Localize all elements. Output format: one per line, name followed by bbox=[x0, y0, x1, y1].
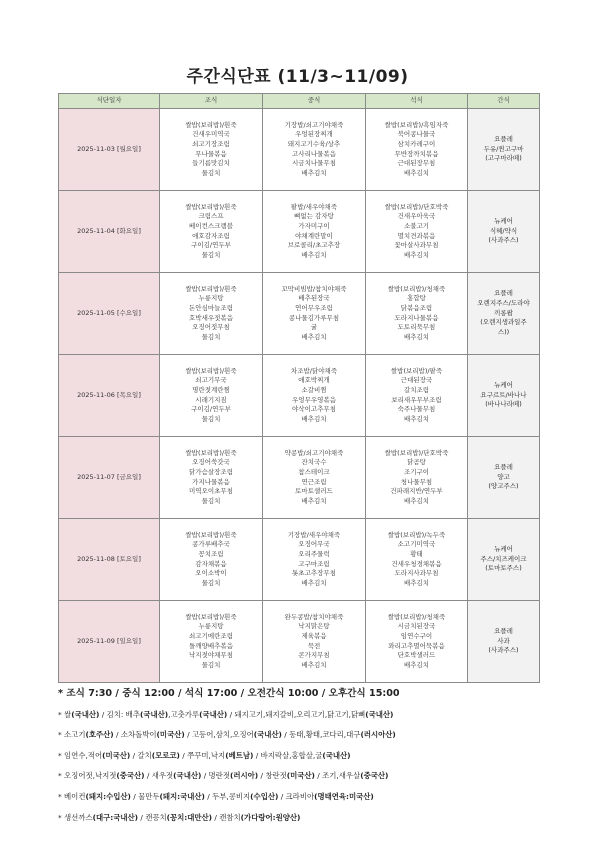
origin-country: (국내산) bbox=[322, 750, 351, 760]
date-cell: 2025-11-03 [월요일] bbox=[59, 109, 160, 191]
menu-item: 닭곰탕 bbox=[407, 458, 426, 467]
menu-item: 콘가지무침 bbox=[298, 651, 330, 660]
menu-item: 베이컨스크램블 bbox=[189, 221, 233, 230]
table-header-row bbox=[59, 94, 540, 109]
origin-country: (국내산) bbox=[139, 709, 169, 719]
menu-item: 꼬막비빔밥/참치야채죽 bbox=[281, 284, 347, 293]
menu-item: 콩가루배추국 bbox=[192, 540, 230, 549]
menu-item: 무나물볶음 bbox=[195, 149, 227, 158]
snack-cell bbox=[468, 109, 540, 191]
menu-item: 가자미구이 bbox=[298, 221, 330, 230]
menu-item: 주스/치즈케이크 bbox=[480, 554, 527, 563]
menu-item: 배추김치 bbox=[403, 250, 430, 259]
date-cell: 2025-11-07 [금요일] bbox=[59, 437, 160, 519]
breakfast-cell bbox=[160, 601, 263, 683]
menu-item: 보리새우무부조림 bbox=[391, 395, 442, 404]
date-cell: 2025-11-09 [일요일] bbox=[59, 601, 160, 683]
menu-item: (오렌지생과일주 bbox=[480, 318, 527, 327]
column-header-breakfast: 조식 bbox=[160, 94, 263, 109]
origin-country: (대구:국내산) bbox=[92, 812, 139, 822]
date-cell: 2025-11-05 [수요일] bbox=[59, 273, 160, 355]
menu-item: 뉴케어 bbox=[494, 217, 513, 226]
menu-item: 물김치 bbox=[201, 168, 221, 177]
menu-item: 고구마조림 bbox=[298, 559, 330, 568]
menu-item: 쇠고기무국 bbox=[195, 376, 227, 385]
menu-item: 숙주나물무침 bbox=[397, 405, 436, 414]
menu-item: 조기구이 bbox=[403, 467, 430, 476]
menu-item: 요플레 bbox=[494, 135, 513, 144]
breakfast-cell bbox=[160, 519, 263, 601]
menu-item: 물김치 bbox=[201, 332, 221, 341]
menu-item: 쇠고기메란조림 bbox=[189, 631, 233, 640]
menu-item: 우엉무우영볶음 bbox=[292, 395, 336, 404]
menu-item: 요플레 bbox=[494, 289, 513, 298]
menu-item: 건새우아욱국 bbox=[397, 212, 436, 221]
menu-item: 연어무우조림 bbox=[295, 303, 333, 312]
menu-item: 쌀밥(보리밥)/흑임자죽 bbox=[384, 120, 449, 129]
menu-item: 배추김치 bbox=[301, 250, 327, 259]
menu-item: (사과주스) bbox=[488, 236, 519, 245]
origin-country: (명태연육:미국산) bbox=[314, 791, 374, 801]
table-row bbox=[59, 191, 540, 273]
breakfast-cell bbox=[160, 437, 263, 519]
menu-item: 근대된장국 bbox=[400, 376, 433, 385]
menu-item: 배추김치 bbox=[301, 660, 327, 669]
menu-item: 쌀밥(보리밥)/흰죽 bbox=[185, 448, 237, 457]
origin-country: (베트남) bbox=[225, 750, 254, 760]
menu-item: 물김치 bbox=[201, 578, 221, 587]
menu-item: 시금치된장국 bbox=[397, 622, 436, 631]
origin-country: (돼지:수입산) bbox=[85, 791, 131, 801]
origin-country: (중국산) bbox=[116, 771, 145, 781]
column-header-snack: 간식 bbox=[468, 94, 540, 109]
snack-cell bbox=[468, 437, 540, 519]
lunch-cell bbox=[263, 191, 366, 273]
menu-item: 닭볶음조림 bbox=[400, 303, 433, 312]
menu-item: 배추김치 bbox=[301, 168, 327, 177]
origin-country: (국내산) bbox=[173, 771, 202, 781]
menu-item: 배추김치 bbox=[301, 332, 327, 341]
menu-item: 삼치카레구이 bbox=[397, 139, 436, 148]
lunch-cell bbox=[263, 273, 366, 355]
menu-item: 감자채볶음 bbox=[195, 559, 227, 568]
origin-country: (러시아) bbox=[229, 771, 259, 781]
menu-item: 꽈리고추멸어묵볶음 bbox=[388, 641, 445, 650]
origin-text: / 창란젓 bbox=[258, 771, 287, 781]
origin-text: * 생선까스 bbox=[58, 812, 93, 822]
menu-item: 양고 bbox=[497, 472, 510, 481]
menu-item: 야삭이고추무침 bbox=[292, 405, 336, 414]
origin-text: / 갈치 bbox=[130, 750, 152, 760]
menu-item: 쌀밥(보리밥)/청채죽 bbox=[387, 612, 446, 621]
menu-item: 소불고기 bbox=[403, 221, 430, 230]
menu-item: 야채계란말이 bbox=[295, 231, 333, 240]
origin-line bbox=[58, 787, 578, 808]
origin-line bbox=[58, 808, 578, 829]
origin-country: (국내산) bbox=[199, 709, 228, 719]
menu-item: 홍합탕 bbox=[407, 294, 426, 303]
dinner-cell bbox=[366, 273, 468, 355]
menu-item: 배추김치 bbox=[403, 332, 430, 341]
menu-item: 호박새우젓볶음 bbox=[189, 313, 233, 322]
table-row bbox=[59, 273, 540, 355]
breakfast-cell bbox=[160, 191, 263, 273]
menu-item: 배추김치 bbox=[301, 414, 327, 423]
menu-item: 쌀밥(보리밥)/청채죽 bbox=[387, 284, 446, 293]
menu-item: 청나물무침 bbox=[400, 477, 433, 486]
menu-item: 오렌지주스/도라야 bbox=[477, 299, 530, 308]
snack-cell bbox=[468, 355, 540, 437]
menu-item: 오리주물럭 bbox=[298, 549, 330, 558]
menu-item: 배추된장국 bbox=[298, 294, 330, 303]
dinner-cell bbox=[366, 519, 468, 601]
snack-cell bbox=[468, 519, 540, 601]
origin-text: / 물만두 bbox=[130, 791, 160, 801]
menu-item: 요플레 bbox=[494, 463, 513, 472]
origin-text: / 고등어,삼치,오징어 bbox=[184, 730, 254, 740]
date-cell: 2025-11-04 [화요일] bbox=[59, 191, 160, 273]
origin-country: (미국산) bbox=[156, 730, 185, 740]
menu-item: 갈치조림 bbox=[403, 385, 430, 394]
menu-item: 도라지사과무침 bbox=[394, 569, 439, 578]
origin-country: (호주산) bbox=[85, 730, 114, 740]
menu-item: 뉴케어 bbox=[494, 545, 513, 554]
origin-country: (수입산) bbox=[250, 791, 279, 801]
menu-item: 꽃마살사과무침 bbox=[394, 241, 439, 250]
menu-item: 쌀밥(보리밥)/흰죽 bbox=[185, 366, 237, 375]
menu-item: 오징어젓무침 bbox=[192, 323, 230, 332]
origin-country: (모로코) bbox=[151, 750, 180, 760]
menu-item: 묵전 bbox=[307, 641, 321, 650]
origin-line bbox=[58, 766, 578, 787]
snack-cell bbox=[468, 273, 540, 355]
menu-item: 물김치 bbox=[201, 660, 221, 669]
menu-item: 요구르트/바나나 bbox=[480, 390, 527, 399]
menu-item: 도토리묵무침 bbox=[397, 323, 436, 332]
origin-country: (국내산) bbox=[365, 709, 394, 719]
menu-item: 기장밥/새우야채죽 bbox=[287, 530, 341, 539]
menu-item: (사과주스) bbox=[488, 646, 519, 655]
menu-item: 구이김/연두부 bbox=[191, 405, 231, 414]
origin-country: (가다랑어:원양산) bbox=[240, 812, 301, 822]
menu-item: 건파래지반/연두부 bbox=[390, 487, 443, 496]
menu-item: 멸치견과볶음 bbox=[397, 231, 436, 240]
lunch-cell bbox=[263, 109, 366, 191]
menu-item: 배추김치 bbox=[403, 414, 430, 423]
menu-item: 돌깨양배추볶음 bbox=[189, 641, 233, 650]
menu-item: 가지나물볶음 bbox=[192, 477, 230, 486]
origin-country: (미국산) bbox=[102, 750, 131, 760]
column-header-date: 식단일자 bbox=[59, 94, 160, 109]
breakfast-cell bbox=[160, 355, 263, 437]
table-row bbox=[59, 437, 540, 519]
column-header-dinner: 석식 bbox=[366, 94, 468, 109]
origin-country: (꽁치:대만산) bbox=[166, 812, 213, 822]
date-cell: 2025-11-08 [토요일] bbox=[59, 519, 160, 601]
date-cell: 2025-11-06 [목요일] bbox=[59, 355, 160, 437]
origin-country: (국내산) bbox=[253, 730, 282, 740]
origin-text: / 두부,콩비지 bbox=[204, 791, 251, 801]
menu-item: 약콩밥/쇠고기야채죽 bbox=[284, 448, 344, 457]
lunch-cell bbox=[263, 437, 366, 519]
origin-line bbox=[58, 705, 578, 726]
menu-item: 식혜/약식 bbox=[489, 226, 518, 235]
menu-item: 팥밥/새우야채죽 bbox=[290, 202, 338, 211]
meal-times: * 조식 7:30 / 중식 12:00 / 석식 17:00 / 오전간식 10:00 / 오후간식 15:00 bbox=[58, 688, 400, 699]
menu-item: 오이소박이 bbox=[195, 569, 227, 578]
menu-item: 구이김/연두부 bbox=[191, 241, 231, 250]
table-row bbox=[59, 601, 540, 683]
origin-text: * 소고기 bbox=[58, 730, 86, 740]
origin-country: (국내산) bbox=[71, 709, 100, 719]
menu-item: 황태 bbox=[410, 549, 423, 558]
origin-text: / 명란젓 bbox=[201, 771, 230, 781]
origin-country: (중국산) bbox=[360, 771, 389, 781]
menu-item: 완두콩밥/참치야채죽 bbox=[284, 612, 344, 621]
table-row bbox=[59, 519, 540, 601]
table-body bbox=[59, 109, 540, 683]
menu-item: 기장밥/쇠고기야채죽 bbox=[284, 120, 344, 129]
origin-text: / 바지락살,홍합살,굴 bbox=[253, 750, 323, 760]
menu-item: 시래기지짐 bbox=[195, 395, 227, 404]
menu-item: 무반장까치볶음 bbox=[394, 149, 439, 158]
menu-item: 누룽지탕 bbox=[198, 294, 224, 303]
origin-text: * 임연수,적어 bbox=[58, 750, 103, 760]
origin-country: (돼지:국내산) bbox=[159, 791, 205, 801]
menu-item: 낙지젓야채무침 bbox=[189, 651, 233, 660]
origin-country: (미국산) bbox=[286, 771, 315, 781]
menu-item: 배추김치 bbox=[403, 168, 430, 177]
breakfast-cell bbox=[160, 273, 263, 355]
lunch-cell bbox=[263, 601, 366, 683]
menu-item: 배추김치 bbox=[301, 578, 327, 587]
menu-item: 쌀밥(보리밥)/팥죽 bbox=[390, 366, 443, 375]
menu-item: 끼롱팝 bbox=[494, 308, 513, 317]
origin-text: / 돼지고기,돼지갈비,오리고기,닭고기,닭뼈 bbox=[227, 709, 366, 719]
menu-item: 단호박샐러드 bbox=[397, 651, 436, 660]
origin-text: / 김치: 배추 bbox=[99, 709, 140, 719]
menu-item: 누룽지탕 bbox=[198, 622, 224, 631]
menu-item: 제육볶음 bbox=[301, 631, 327, 640]
menu-item: 콩나물김가루무침 bbox=[288, 313, 340, 322]
menu-item: 미역오이초무침 bbox=[189, 487, 233, 496]
snack-cell bbox=[468, 601, 540, 683]
menu-item: 낙지맑은탕 bbox=[298, 622, 330, 631]
menu-item: 우엉된장찌개 bbox=[295, 130, 333, 139]
menu-item: 배추김치 bbox=[403, 660, 430, 669]
menu-item: 물김치 bbox=[201, 250, 221, 259]
dinner-cell bbox=[366, 191, 468, 273]
menu-item: 명란젓계란찜 bbox=[192, 385, 230, 394]
origin-text: / 캔꽁치 bbox=[138, 812, 167, 822]
menu-item: 오징어쑥갓국 bbox=[192, 458, 230, 467]
menu-item: 뉴케어 bbox=[494, 381, 513, 390]
menu-item: (토마토주스) bbox=[485, 564, 522, 573]
menu-item: 근대된장무침 bbox=[397, 159, 436, 168]
menu-item: 배추김치 bbox=[403, 496, 430, 505]
menu-item: 사과 bbox=[497, 636, 510, 645]
menu-item: 쌀밥(보리밥)/흰죽 bbox=[185, 202, 237, 211]
dinner-cell bbox=[366, 601, 468, 683]
menu-item: 애호박찌개 bbox=[298, 376, 330, 385]
menu-item: 쇠고기장조림 bbox=[192, 139, 230, 148]
table-row bbox=[59, 355, 540, 437]
menu-item: 고사리나물볶음 bbox=[292, 149, 336, 158]
origin-line bbox=[58, 725, 578, 746]
menu-item: 쌀밥(보리밥)/녹두죽 bbox=[387, 530, 446, 539]
origin-text: / 새우젓 bbox=[144, 771, 174, 781]
origin-text: / 캔참치 bbox=[212, 812, 241, 822]
menu-item: (바나나라떼) bbox=[485, 400, 522, 409]
lunch-cell bbox=[263, 355, 366, 437]
notes-section bbox=[58, 684, 578, 828]
dinner-cell bbox=[366, 355, 468, 437]
weekly-menu-table bbox=[58, 93, 540, 683]
menu-item: 참스테이크 bbox=[298, 467, 330, 476]
menu-item: 두유/찐고구마 bbox=[483, 144, 524, 153]
menu-item: 쌀밥(보리밥)/흰죽 bbox=[185, 530, 237, 539]
origin-text: / 조기,새우살 bbox=[314, 771, 361, 781]
menu-item: 뼈없는 감자탕 bbox=[294, 212, 334, 221]
menu-item: 쌀밥(보리밥)/흰죽 bbox=[185, 612, 237, 621]
menu-item: 쌀밥(보리밥)/단호박죽 bbox=[384, 448, 449, 457]
menu-item: 요플레 bbox=[494, 627, 513, 636]
snack-cell bbox=[468, 191, 540, 273]
menu-item: 오징어무국 bbox=[298, 540, 330, 549]
menu-item: 스)) bbox=[497, 327, 510, 336]
page-title: 주간식단표 (11/3~11/09) bbox=[186, 67, 409, 87]
origin-text: * 오징어젓,낙지젓 bbox=[58, 771, 117, 781]
menu-item: (양고주스) bbox=[488, 482, 519, 491]
menu-item: 도라지나물볶음 bbox=[394, 313, 439, 322]
menu-item: 들기름맛김치 bbox=[192, 159, 230, 168]
origin-list bbox=[58, 705, 578, 829]
menu-item: 쌀밥(보리밥)/단호박죽 bbox=[384, 202, 449, 211]
origin-text: / 크라비아 bbox=[278, 791, 315, 801]
menu-item: 쌀밥(보리밥)/흰죽 bbox=[185, 120, 237, 129]
dinner-cell bbox=[366, 437, 468, 519]
origin-country: (러시아산) bbox=[360, 730, 396, 740]
menu-item: 닭가슴살장조림 bbox=[189, 467, 233, 476]
menu-item: 배추김치 bbox=[403, 578, 430, 587]
breakfast-cell bbox=[160, 109, 263, 191]
menu-item: 북어콩나물국 bbox=[397, 130, 436, 139]
menu-item: 차조밥/닭야채죽 bbox=[290, 366, 338, 375]
menu-item: 잔치국수 bbox=[301, 458, 327, 467]
origin-text: / 쭈꾸미,낙지 bbox=[179, 750, 226, 760]
menu-item: 배추김치 bbox=[301, 496, 327, 505]
origin-text: * 쌀 bbox=[58, 709, 72, 719]
menu-item: 물김치 bbox=[201, 414, 221, 423]
menu-item: 귤 bbox=[310, 323, 318, 332]
dinner-cell bbox=[366, 109, 468, 191]
origin-text: ,고춧가루 bbox=[168, 709, 200, 719]
menu-item: 연근조림 bbox=[301, 477, 327, 486]
menu-item: (고구마라떼) bbox=[485, 154, 522, 163]
menu-item: 임연수구이 bbox=[400, 631, 433, 640]
menu-item: 톳초고추장무침 bbox=[292, 569, 336, 578]
menu-item: 토마토샐러드 bbox=[295, 487, 333, 496]
menu-item: 소갈비찜 bbox=[301, 385, 327, 394]
origin-line bbox=[58, 746, 578, 767]
menu-item: 꽁치조림 bbox=[198, 549, 224, 558]
menu-item: 쌀밥(보리밥)/흰죽 bbox=[185, 284, 237, 293]
origin-text: / 동태,황태,코다리,대구 bbox=[281, 730, 361, 740]
menu-item: 건새우청경채볶음 bbox=[391, 559, 442, 568]
origin-text: / 소차돌박이 bbox=[113, 730, 157, 740]
menu-item: 소고기미역국 bbox=[397, 540, 436, 549]
menu-item: 돼지고기수육/상추 bbox=[287, 139, 341, 148]
menu-item: 건새우미역국 bbox=[192, 130, 230, 139]
origin-text: * 베이컨 bbox=[58, 791, 86, 801]
menu-item: 물김치 bbox=[201, 496, 221, 505]
menu-item: 애호감자조림 bbox=[192, 231, 230, 240]
table-row bbox=[59, 109, 540, 191]
menu-item: 크림스프 bbox=[198, 212, 224, 221]
menu-item: 브로콜리/초고추장 bbox=[287, 241, 341, 250]
lunch-cell bbox=[263, 519, 366, 601]
menu-item: 돈안심마늘조림 bbox=[189, 303, 233, 312]
column-header-lunch: 중식 bbox=[263, 94, 366, 109]
menu-item: 시금치나물무침 bbox=[292, 159, 336, 168]
